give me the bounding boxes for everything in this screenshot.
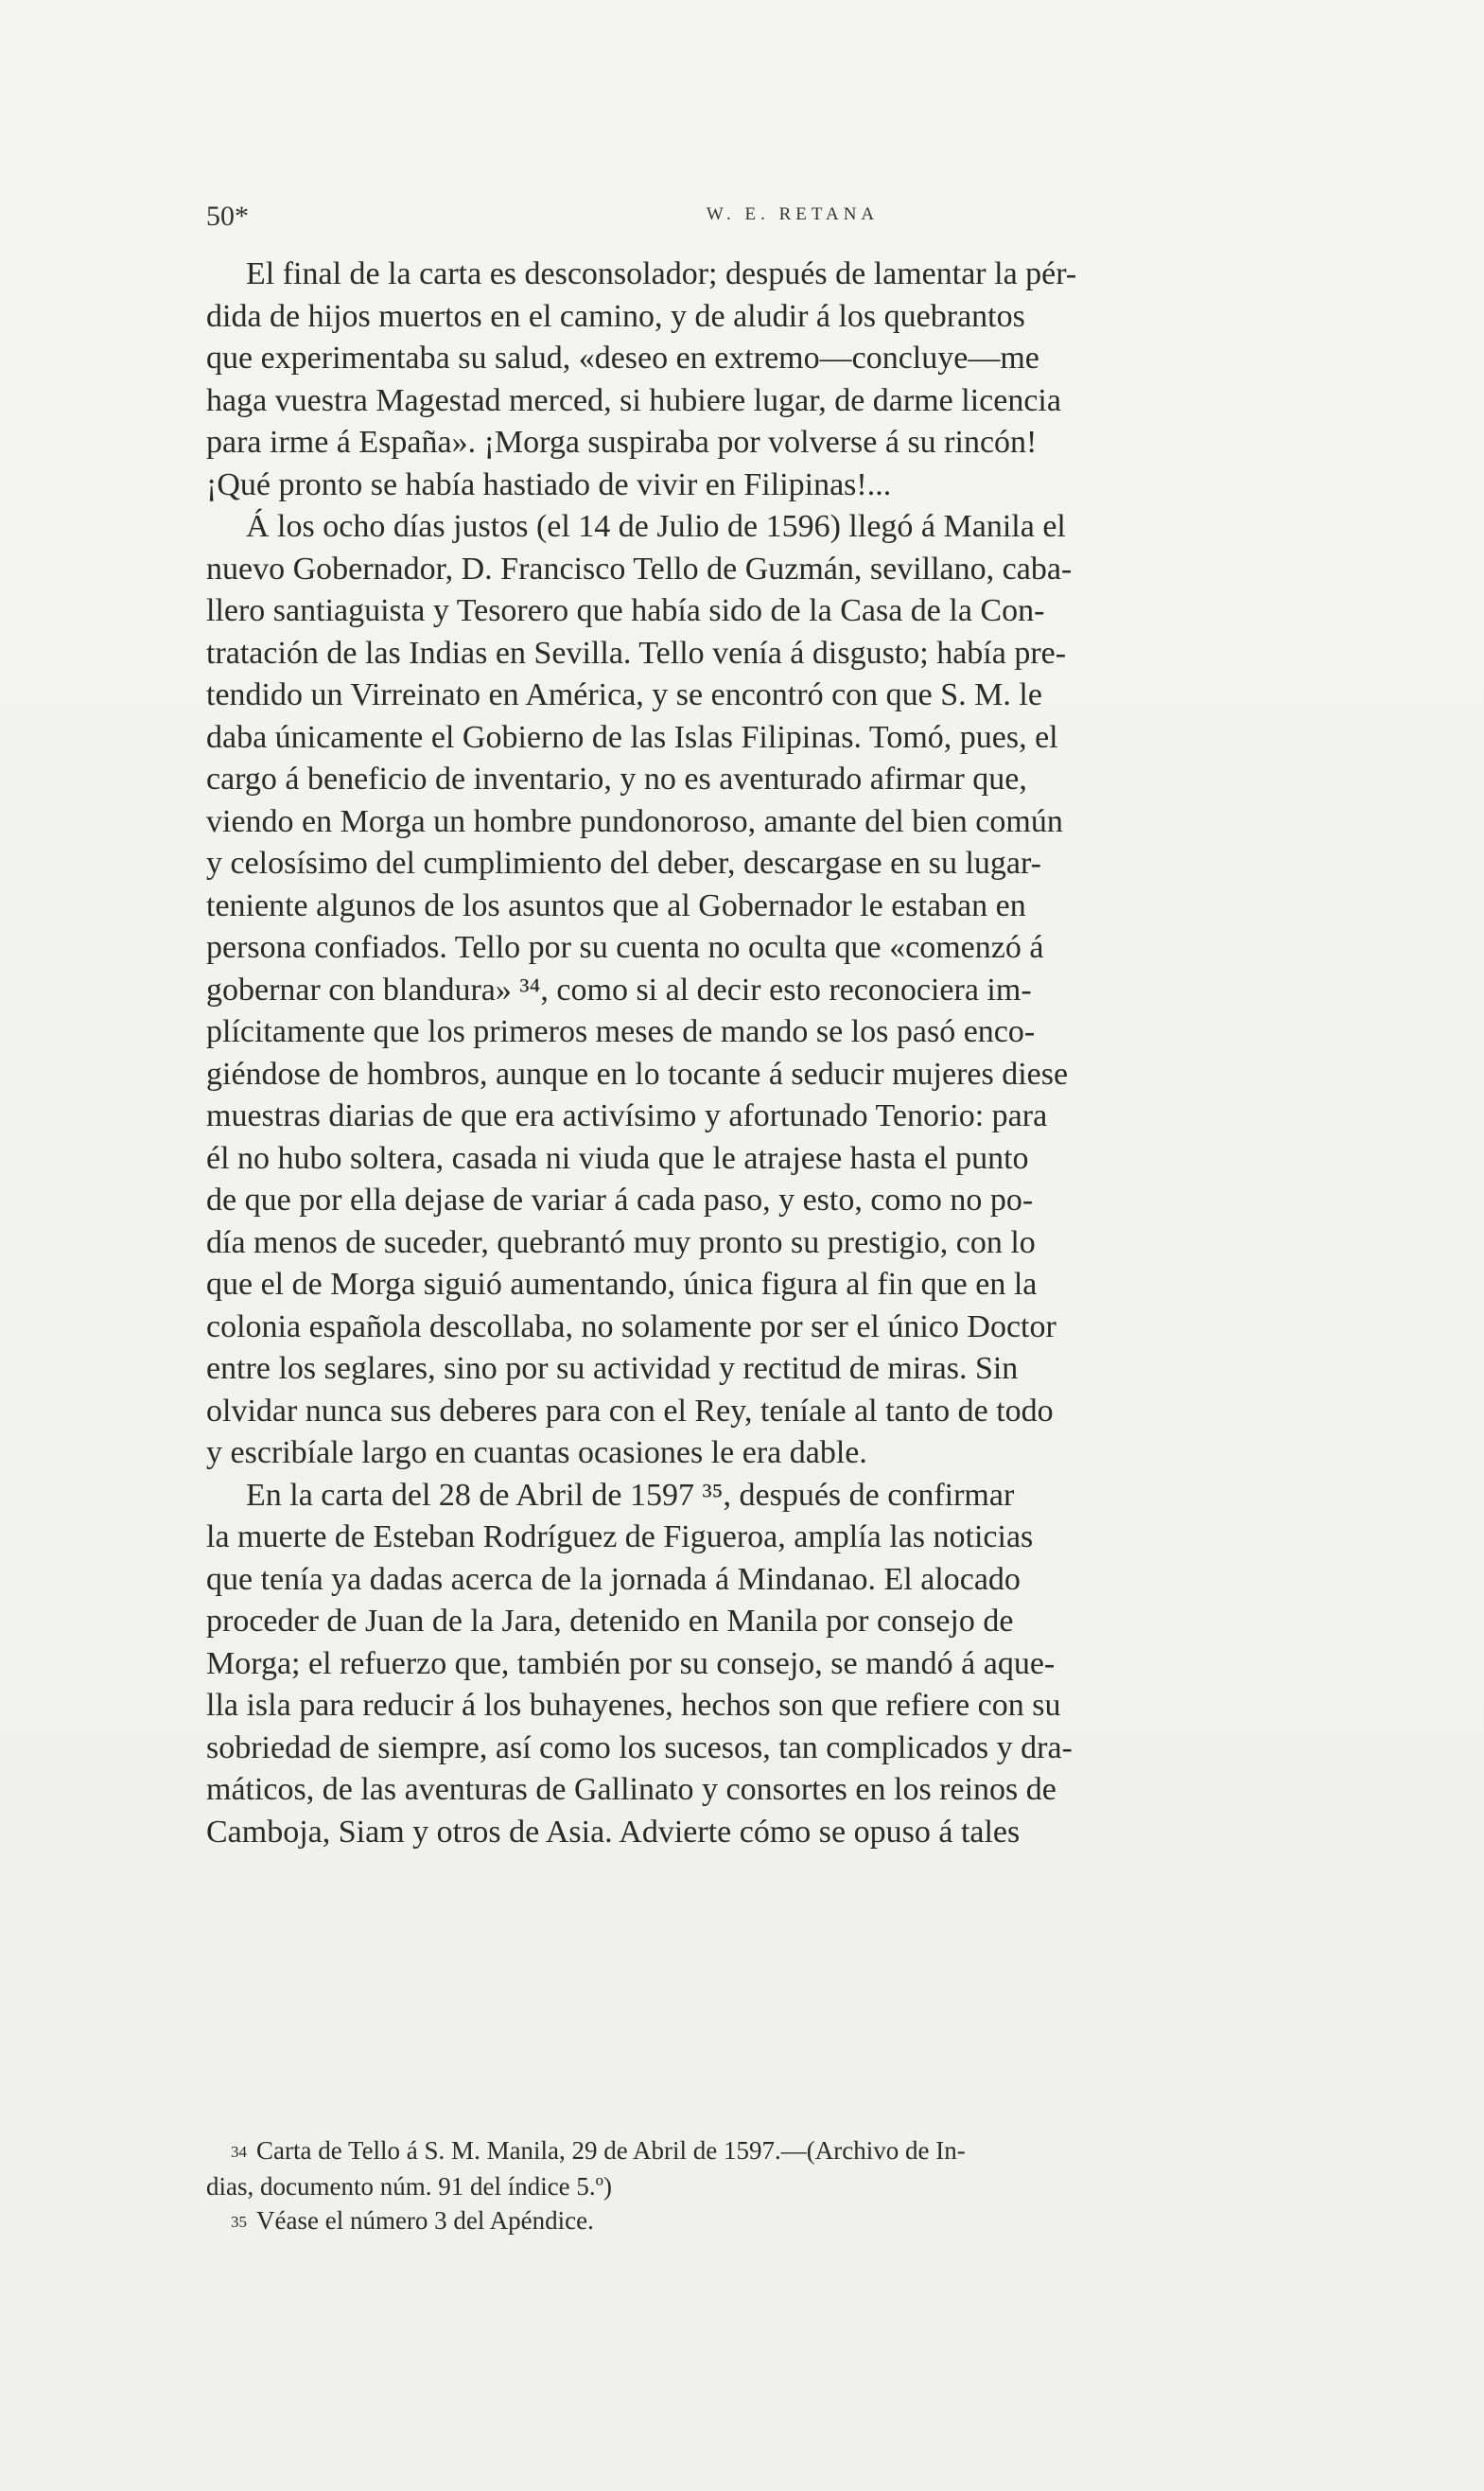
text-line: tendido un Virreinato en América, y se encontró con que S. M. le <box>206 677 1042 712</box>
text-line: teniente algunos de los asuntos que al Gobernador le estaban en <box>206 887 1026 923</box>
text-line: plícitamente que los primeros meses de mando se los pasó enco- <box>206 1014 1036 1049</box>
text-line: de que por ella dejase de variar á cada paso, y esto, como no po- <box>206 1183 1034 1218</box>
footnote-marker: 34 <box>231 2143 247 2161</box>
text-line: dida de hijos muertos en el camino, y de aludir á los quebrantos <box>206 298 1025 334</box>
text-line: la muerte de Esteban Rodríguez de Figueroa, amplía las noticias <box>206 1519 1034 1554</box>
text-line: tratación de las Indias en Sevilla. Tello venía á disgusto; había pre- <box>206 635 1067 671</box>
text-line: llero santiaguista y Tesorero que había sido de la Casa de la Con- <box>206 593 1045 628</box>
text-line: nuevo Gobernador, D. Francisco Tello de Guzmán, sevillano, caba- <box>206 551 1073 587</box>
footnote-35 <box>206 2203 1379 2239</box>
text-line: cargo á beneficio de inventario, y no es aventurado afirmar que, <box>206 762 1027 797</box>
text-line: entre los seglares, sino por su actividad y rectitud de miras. Sin <box>206 1351 1019 1386</box>
text-line: y celosísimo del cumplimiento del deber, descargase en su lugar- <box>206 846 1041 881</box>
footnote-marker: 35 <box>231 2213 247 2231</box>
text-line: lla isla para reducir á los buhayenes, hechos son que refiere con su <box>206 1688 1061 1723</box>
text-line: para irme á España». ¡Morga suspiraba por volverse á su rincón! <box>206 425 1038 460</box>
text-line: colonia española descollaba, no solamente por ser el único Doctor <box>206 1308 1056 1344</box>
text-line: ¡Qué pronto se había hastiado de vivir en Filipinas!... <box>206 466 892 502</box>
text-line: proceder de Juan de la Jara, detenido en Manila por consejo de <box>206 1604 1014 1639</box>
text-line: máticos, de las aventuras de Gallinato y consortes en los reinos de <box>206 1772 1056 1807</box>
text-line: día menos de suceder, quebrantó muy pronto su prestigio, con lo <box>206 1224 1036 1260</box>
text-line: persona confiados. Tello por su cuenta no oculta que «comenzó á <box>206 930 1044 965</box>
text-line: que el de Morga siguió aumentando, única figura al fin que en la <box>206 1267 1038 1302</box>
text-line: En la carta del 28 de Abril de 1597 ³⁵, después de confirmar <box>246 1477 1015 1513</box>
text-line: él no hubo soltera, casada ni viuda que le atrajese hasta el punto <box>206 1140 1029 1176</box>
text-line: daba únicamente el Gobierno de las Islas Filipinas. Tomó, pues, el <box>206 719 1058 755</box>
text-line: que experimentaba su salud, «deseo en extremo—concluye—me <box>206 341 1039 376</box>
text-line: y escribíale largo en cuantas ocasiones le era dable. <box>206 1435 867 1470</box>
text-line: muestras diarias de que era activísimo y afortunado Tenorio: para <box>206 1098 1048 1133</box>
running-head <box>206 201 1379 238</box>
page-number: 50* <box>206 201 249 232</box>
text-line: Morga; el refuerzo que, también por su consejo, se mandó á aque- <box>206 1645 1056 1681</box>
body-text <box>206 254 1379 1853</box>
footnote-text: Véase el número 3 del Apéndice. <box>256 2206 594 2235</box>
text-line: El final de la carta es desconsolador; después de lamentar la pér- <box>246 256 1077 291</box>
footnote-text: Carta de Tello á S. M. Manila, 29 de Abril de 1597.—(Archivo de In- <box>256 2136 966 2165</box>
text-line: Camboja, Siam y otros de Asia. Advierte cómo se opuso á tales <box>206 1814 1021 1850</box>
footnote-34 <box>206 2133 1379 2203</box>
text-line: sobriedad de siempre, así como los sucesos, tan complicados y dra- <box>206 1729 1073 1765</box>
text-line: viendo en Morga un hombre pundonoroso, amante del bien común <box>206 803 1063 839</box>
text-line: Á los ocho días justos (el 14 de Julio de 1596) llegó á Manila el <box>246 509 1066 544</box>
footnote-text: dias, documento núm. 91 del índice 5.º) <box>206 2172 613 2201</box>
text-line: haga vuestra Magestad merced, si hubiere lugar, de darme licencia <box>206 382 1061 418</box>
paragraph-2 <box>206 506 1379 1475</box>
text-line: olvidar nunca sus deberes para con el Rey, teníale al tanto de todo <box>206 1393 1054 1429</box>
text-line: gobernar con blandura» ³⁴, como si al decir esto reconociera im- <box>206 972 1032 1008</box>
paragraph-1 <box>206 254 1379 506</box>
text-line: giéndose de hombros, aunque en lo tocante á seducir mujeres diese <box>206 1056 1069 1092</box>
footnotes <box>206 2133 1379 2239</box>
running-head-author: W. E. RETANA <box>706 204 880 224</box>
paragraph-3 <box>206 1475 1379 1854</box>
text-line: que tenía ya dadas acerca de la jornada á Mindanao. El alocado <box>206 1561 1021 1597</box>
